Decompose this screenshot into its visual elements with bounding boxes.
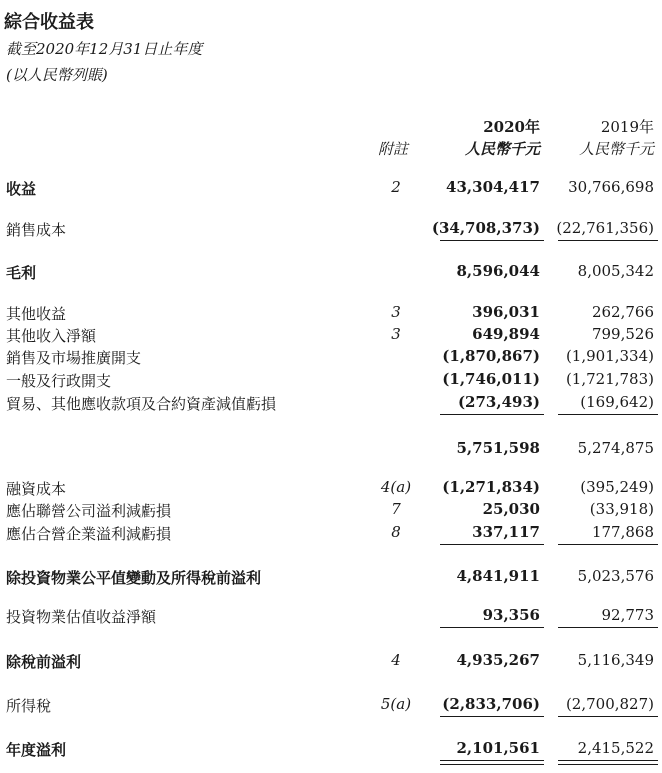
- row-profit-before-tax-label: 除稅前溢利: [6, 653, 82, 671]
- row-valuation-gain-label: 投資物業估值收益淨額: [6, 608, 157, 626]
- subtotal-rule: [558, 240, 658, 241]
- subtotal-rule: [440, 716, 544, 717]
- subtotal-rule: [558, 544, 658, 545]
- row-admin-expenses-2019: (1,721,783): [565, 370, 654, 388]
- row-revenue-2020: 43,304,417: [446, 178, 540, 196]
- row-income-tax-label: 所得稅: [6, 697, 52, 715]
- total-double-rule: [558, 760, 658, 761]
- row-income-tax-note: 5(a): [380, 695, 412, 713]
- subtotal-rule: [440, 544, 544, 545]
- column-header-2019-year: 2019年: [600, 118, 654, 136]
- row-associates-share-2019: (33,918): [589, 500, 654, 518]
- row-associates-share-2020: 25,030: [482, 500, 540, 518]
- row-joint-ventures-share-note: 8: [391, 523, 401, 541]
- page-title: 綜合收益表: [4, 12, 94, 33]
- row-cost-of-sales-2020: (34,708,373): [431, 219, 540, 237]
- row-operating-subtotal-2019: 5,274,875: [577, 439, 654, 457]
- subtotal-rule: [558, 627, 658, 628]
- row-admin-expenses-label: 一般及行政開支: [6, 372, 112, 390]
- total-double-rule: [558, 764, 658, 765]
- row-other-revenue-label: 其他收益: [6, 305, 67, 323]
- subtotal-rule: [440, 414, 544, 415]
- row-finance-costs-note: 4(a): [380, 478, 412, 496]
- total-double-rule: [440, 760, 544, 761]
- row-valuation-gain-2020: 93,356: [482, 606, 540, 624]
- row-valuation-gain-2019: 92,773: [601, 606, 654, 624]
- row-joint-ventures-share-label: 應佔合營企業溢利減虧損: [6, 525, 172, 543]
- total-double-rule: [440, 764, 544, 765]
- row-profit-before-tax-2020: 4,935,267: [456, 651, 540, 669]
- subtotal-rule: [440, 627, 544, 628]
- subtotal-rule: [558, 716, 658, 717]
- row-cost-of-sales-2019: (22,761,356): [556, 219, 654, 237]
- row-impairment-loss-2019: (169,642): [580, 393, 654, 411]
- row-other-net-income-label: 其他收入淨額: [6, 327, 97, 345]
- subtotal-rule: [558, 414, 658, 415]
- row-joint-ventures-share-2019: 177,868: [591, 523, 654, 541]
- row-finance-costs-2019: (395,249): [580, 478, 654, 496]
- row-finance-costs-label: 融資成本: [6, 480, 67, 498]
- row-profit-for-year-2019: 2,415,522: [577, 739, 654, 757]
- row-gross-profit-label: 毛利: [6, 264, 37, 282]
- row-gross-profit-2019: 8,005,342: [577, 262, 654, 280]
- row-revenue-note: 2: [391, 178, 401, 196]
- row-associates-share-label: 應佔聯營公司溢利減虧損: [6, 502, 172, 520]
- row-impairment-loss-2020: (273,493): [457, 393, 540, 411]
- row-other-net-income-2020: 649,894: [472, 325, 540, 343]
- row-selling-expenses-2019: (1,901,334): [565, 347, 654, 365]
- row-other-revenue-note: 3: [391, 303, 401, 321]
- column-header-2019-unit: 人民幣千元: [578, 140, 654, 158]
- row-profit-before-fv-2020: 4,841,911: [456, 567, 540, 585]
- column-header-2020-unit: 人民幣千元: [464, 140, 540, 158]
- row-associates-share-note: 7: [391, 500, 401, 518]
- row-profit-before-tax-2019: 5,116,349: [577, 651, 654, 669]
- row-finance-costs-2020: (1,271,834): [442, 478, 540, 496]
- row-other-net-income-2019: 799,526: [591, 325, 654, 343]
- row-selling-expenses-label: 銷售及市場推廣開支: [6, 349, 142, 367]
- row-revenue-2019: 30,766,698: [568, 178, 654, 196]
- row-gross-profit-2020: 8,596,044: [456, 262, 540, 280]
- row-admin-expenses-2020: (1,746,011): [442, 370, 540, 388]
- row-other-revenue-2019: 262,766: [591, 303, 654, 321]
- row-profit-for-year-label: 年度溢利: [6, 741, 67, 759]
- row-income-tax-2019: (2,700,827): [565, 695, 654, 713]
- row-other-net-income-note: 3: [391, 325, 401, 343]
- subtotal-rule: [440, 240, 544, 241]
- row-joint-ventures-share-2020: 337,117: [472, 523, 540, 541]
- period-subtitle: 截至2020年12月31日止年度: [6, 40, 203, 58]
- row-impairment-loss-label: 貿易、其他應收款項及合約資產減值虧損: [6, 395, 277, 413]
- row-profit-for-year-2020: 2,101,561: [456, 739, 540, 757]
- row-revenue-label: 收益: [6, 180, 37, 198]
- column-header-2020-year: 2020年: [483, 118, 540, 136]
- row-selling-expenses-2020: (1,870,867): [442, 347, 540, 365]
- row-other-revenue-2020: 396,031: [472, 303, 540, 321]
- row-profit-before-fv-2019: 5,023,576: [577, 567, 654, 585]
- row-operating-subtotal-2020: 5,751,598: [456, 439, 540, 457]
- currency-note: (以人民幣列賬): [6, 66, 108, 84]
- row-profit-before-fv-label: 除投資物業公平值變動及所得稅前溢利: [6, 569, 262, 587]
- row-profit-before-tax-note: 4: [391, 651, 401, 669]
- row-income-tax-2020: (2,833,706): [442, 695, 540, 713]
- column-header-note: 附註: [378, 140, 409, 158]
- row-cost-of-sales-label: 銷售成本: [6, 221, 67, 239]
